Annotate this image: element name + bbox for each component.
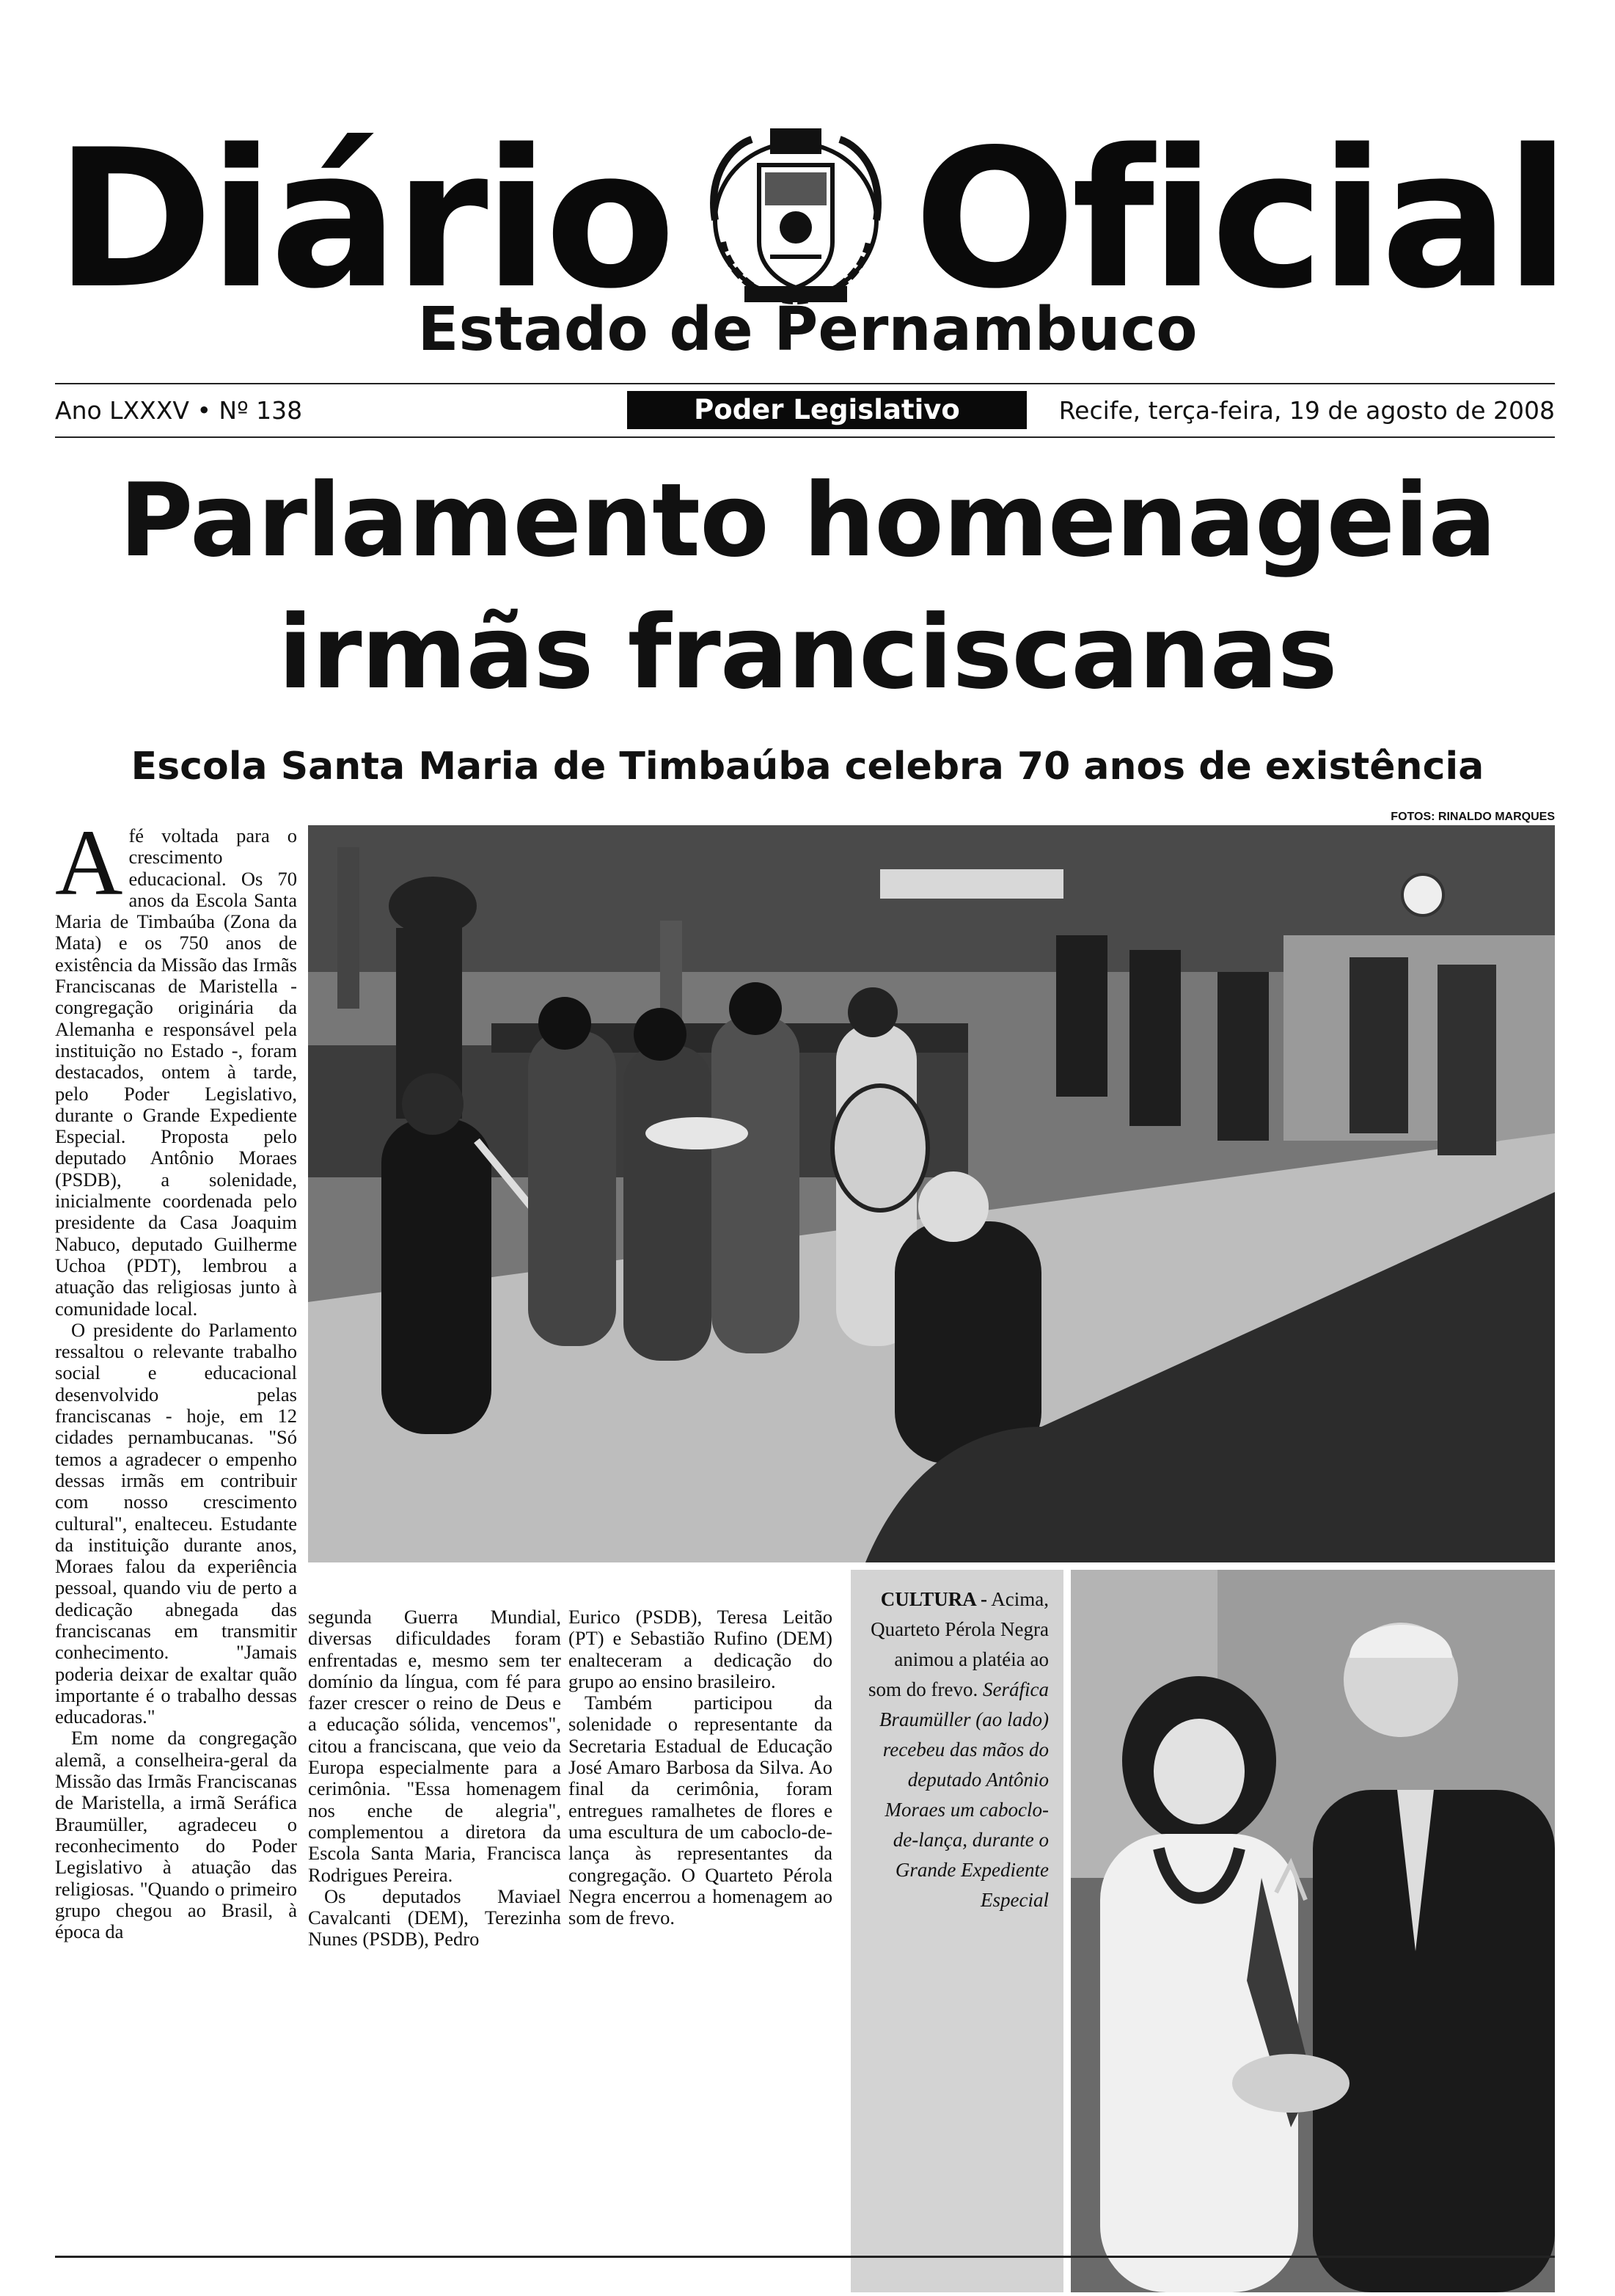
headline-line-1: Parlamento homenageia [119,461,1496,580]
photo-credit: FOTOS: RINALDO MARQUES [1391,811,1555,823]
info-bar [55,389,1555,433]
article-paragraph: O presidente do Parlamento ressaltou o relevante trabalho social e educacional desenvolvido pelas franciscanas - hoje, em 12 cidades pernambucanas. "Só temos a agradecer o empenho dessas irmãs em contribuir com nosso crescimento cultural", enalteceu. Estudante da instituição durante anos, Moraes falou da experiência pessoal, quando viu de perto a dedicação abnegada das franciscanas em transmitir conhecimento. "Jamais poderia deixar de exaltar quão importante é o trabalho dessas educadoras." [55,1318,297,1728]
footer-rule [55,2256,1555,2258]
masthead-subtitle: Estado de Pernambuco [417,295,1198,365]
dateline: Recife, terça-feira, 19 de agosto de 2008 [1058,396,1555,425]
masthead-title-left: Diário [55,109,672,331]
article-paragraph [55,811,297,1320]
edition-number: Ano LXXXV • Nº 138 [55,396,303,425]
article-paragraph: segunda Guerra Mundial, diversas dificuldades foram enfrentadas e, mesmo sem ter domínio da língua, com fé para fazer crescer o reino de Deus e a educação sólida, vencemos", citou a franciscana, que veio da Europa especialmente para a cerimônia. "Essa homenagem nos enche de alegria", complementou a diretora da Escola Santa Maria, Francisca Rodrigues Pereira. [308,1606,561,1886]
state-coat-of-arms-icon [700,117,891,308]
article-column-1 [55,811,297,2292]
dropcap: A [55,811,123,915]
bottom-rule [55,436,1555,438]
article-paragraph: Os deputados Maviael Cavalcanti (DEM), Terezinha Nunes (PSDB), Pedro [308,1884,561,1950]
photo-caption-box [851,1570,1063,2292]
article-paragraph: Em nome da congregação alemã, a conselheira-geral da Missão das Irmãs Franciscanas de Maristella, a irmã Seráfica Braumüller, agradeceu o reconhecimento do Poder Legislativo à atuação das religiosas. "Quando o primeiro grupo chegou ao Brasil, à época da [55,1727,297,1943]
headline-line-2: irmãs franciscanas [278,593,1337,712]
award-ceremony-photo [1071,1570,1555,2292]
caption-text: Acima, Quarteto Pérola Negra animou a platéia ao som do frevo. [868,1588,1049,1700]
caption-label: CULTURA - [880,1588,988,1610]
deck: Escola Santa Maria de Timbaúba celebra 70 anos de existência [131,745,1484,789]
article-column-2 [308,1606,561,2296]
article-paragraph: Eurico (PSDB), Teresa Leitão (PT) e Sebastião Rufino (DEM) enalteceram a dedicação do grupo ao ensino brasileiro. [568,1606,832,1692]
main-photo [308,825,1555,1562]
secondary-photo [1071,1570,1555,2292]
article-paragraph: Também participou da solenidade o representante da Secretaria Estadual de Educação José Amaro Barbosa da Silva. Ao final da cerimônia, foram entregues ramalhetes de flores e uma escultura de um caboclo-de-lança às representantes da congregação. O Quarteto Pérola Negra encerrou a homenagem ao som de frevo. [568,1692,832,1929]
headline [0,455,1615,719]
top-rule [55,383,1555,384]
article-column-3 [568,1606,832,2296]
masthead-title-right: Oficial [913,109,1566,331]
photo-caption [865,1584,1049,1915]
caption-text-italic: Seráfica Braumüller (ao lado) recebeu das mãos do deputado Antônio Moraes um caboclo-de-lança, durante o Grande Expediente Especial [879,1678,1049,1911]
paragraph-text: fé voltada para o crescimento educacional. Os 70 anos da Escola Santa Maria de Timbaúba (Zona da Mata) e os 750 anos de existência da Missão das Irmãs Franciscanas de Maristella - congregação originária da Alemanha e responsável pela instituição no Estado -, foram destacados, ontem à tarde, pelo Poder Legislativo, durante o Grande Expediente Especial. Proposta pelo deputado Antônio Moraes (PSDB), a solenidade, inicialmente coordenada pelo presidente da Casa Joaquim Nabuco, deputado Guilherme Uchoa (PDT), lembrou a atuação das religiosas junto à comunidade local. [55,825,297,1320]
band-performance-photo [308,825,1555,1562]
section-label: Poder Legislativo [627,391,1027,429]
